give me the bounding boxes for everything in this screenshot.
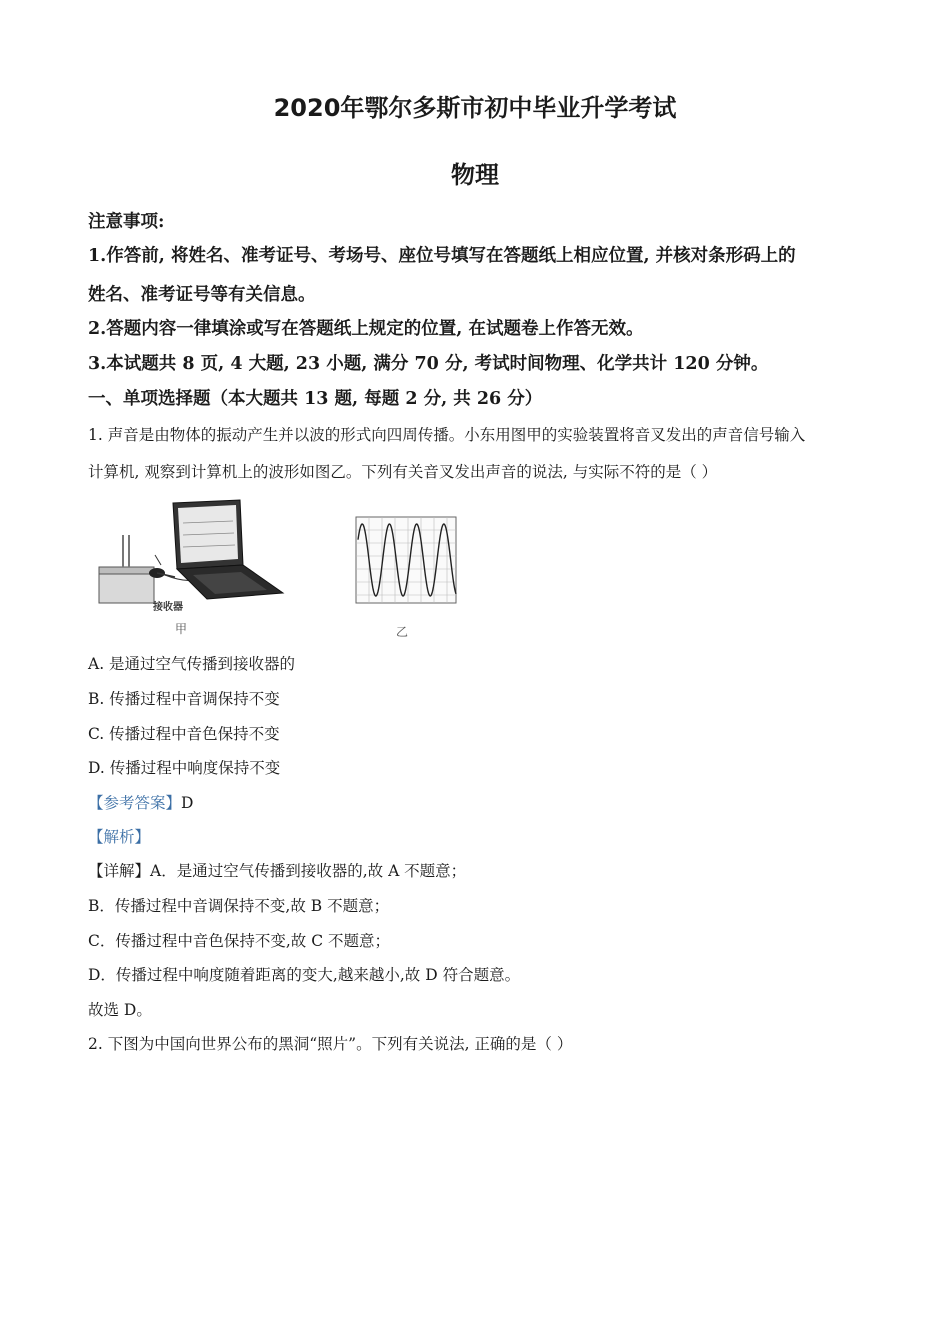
option-b: B. 传播过程中音调保持不变: [88, 690, 280, 708]
subject-title: 物理: [451, 161, 499, 189]
detail-line-a: [88, 859, 466, 881]
question-1-stem-a: 1. 声音是由物体的振动产生并以波的形式向四周传播。小东用图甲的实验装置将音叉发出的声音信号输入: [88, 426, 806, 444]
notice-heading: 注意事项:: [88, 212, 165, 232]
figure-waveform: [352, 513, 460, 641]
detail-a-text: A．是通过空气传播到接收器的,故 A 不题意；: [150, 862, 467, 880]
waveform-graph: [352, 513, 460, 608]
apparatus-illustration: [95, 495, 290, 640]
conclusion-line: 故选 D。: [88, 1001, 152, 1019]
detail-line-c: C．传播过程中音色保持不变,故 C 不题意；: [88, 932, 391, 950]
section-heading: 一、单项选择题（本大题共 13 题, 每题 2 分, 共 26 分）: [88, 389, 543, 409]
detail-tag: 【详解】: [88, 862, 151, 880]
figure-a-caption: 甲: [175, 622, 188, 636]
answer-tag: 【参考答案】: [88, 794, 182, 812]
question-1-stem-b: 计算机, 观察到计算机上的波形如图乙。下列有关音叉发出声音的说法, 与实际不符的是（ ）: [88, 463, 718, 481]
notice-line-1b: 姓名、准考证号等有关信息。: [88, 285, 316, 305]
option-c: C. 传播过程中音色保持不变: [88, 725, 280, 743]
option-d: D. 传播过程中响度保持不变: [88, 759, 281, 777]
figure-b-caption: 乙: [396, 625, 409, 639]
option-a: A. 是通过空气传播到接收器的: [88, 655, 296, 673]
receiver-label: 接收器: [153, 602, 183, 613]
notice-line-3: 3.本试题共 8 页, 4 大题, 23 小题, 满分 70 分, 考试时间物理、化学共计 120 分钟。: [88, 354, 769, 374]
question-2-stem: 2. 下图为中国向世界公布的黑洞“照片”。下列有关说法, 正确的是（ ）: [88, 1035, 573, 1053]
detail-line-d: D．传播过程中响度随着距离的变大,越来越小,故 D 符合题意。: [88, 966, 521, 984]
answer-line: [88, 791, 193, 813]
notice-line-2: 2.答题内容一律填涂或写在答题纸上规定的位置, 在试题卷上作答无效。: [88, 319, 644, 339]
exam-title: 2020年鄂尔多斯市初中毕业升学考试: [273, 94, 677, 122]
answer-value: D: [181, 794, 194, 812]
figure-apparatus: [95, 495, 290, 640]
notice-line-1a: 1.作答前, 将姓名、准考证号、考场号、座位号填写在答题纸上相应位置, 并核对条形码上的: [88, 246, 796, 266]
analysis-tag: 【解析】: [88, 828, 151, 846]
detail-line-b: B．传播过程中音调保持不变,故 B 不题意；: [88, 897, 390, 915]
